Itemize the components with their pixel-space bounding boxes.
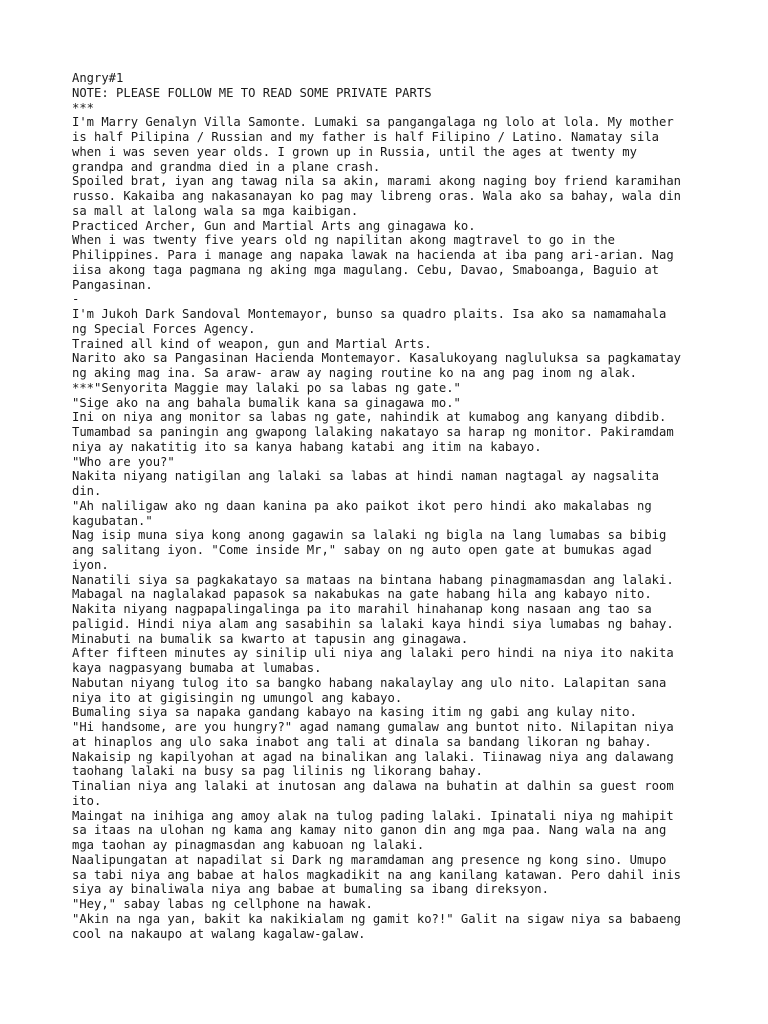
text-line: cool na nakaupo at walang kagalaw-galaw.	[72, 926, 366, 941]
text-line: After fifteen minutes ay sinilip uli niya ang lalaki pero hindi na niya ito nakita	[72, 646, 674, 661]
text-line: Tinalian niya ang lalaki at inutosan ang dalawa na buhatin at dalhin sa guest room	[72, 779, 674, 793]
text-line: niya ay nakatitig ito sa kanya habang katabi ang itim na kabayo.	[72, 439, 542, 454]
text-line: kaya nagpasyang bumaba at lumabas.	[72, 661, 322, 675]
text-line: niya ito at gigisingin ng umungol ang kabayo.	[72, 690, 403, 705]
text-line: Trained all kind of weapon, gun and Martial Arts.	[72, 336, 432, 351]
text-line: When i was twenty five years old ng napilitan akong magtravel to go in the	[72, 233, 615, 248]
text-line: NOTE: PLEASE FOLLOW ME TO READ SOME PRIVATE PARTS	[72, 85, 432, 100]
text-line: Spoiled brat, iyan ang tawag nila sa akin, marami akong naging boy friend karamihan	[72, 174, 682, 189]
text-line: "Hey," sabay labas ng cellphone na hawak.	[72, 897, 373, 911]
text-line: ito.	[72, 793, 102, 808]
text-line: Narito ako sa Pangasinan Hacienda Montemayor. Kasalukoyang nagluluksa sa pagkamatay	[72, 351, 682, 366]
text-line: grandpa and grandma died in a plane crash.	[72, 159, 381, 174]
text-line: sa itaas na ulohan ng kama ang kamay nito ganon din ang mga paa. Nang wala na ang	[72, 823, 667, 838]
text-line: ***	[72, 100, 95, 115]
text-line: siya ay binaliwala niya ang babae at bumaling sa ibang direksyon.	[72, 882, 549, 897]
text-line: Angry#1	[72, 71, 124, 85]
text-line: Tumambad sa paningin ang gwapong lalaking nakatayo sa harap ng monitor. Pakiramdam	[72, 425, 674, 439]
text-line: Minabuti na bumalik sa kwarto at tapusin ang ginagawa.	[72, 631, 469, 646]
text-line: Ini on niya ang monitor sa labas ng gate, nahindik at kumabog ang kanyang dibdib.	[72, 410, 667, 425]
text-line: Philippines. Para i manage ang napaka lawak na hacienda at iba pang ari-arian. Nag	[72, 248, 674, 262]
text-line: Nakita niyang natigilan ang lalaki sa labas at hindi naman nagtagal ay nagsalita	[72, 469, 659, 484]
text-line: mga taohan ay pinagmasdan ang kabuoan ng lalaki.	[72, 838, 425, 852]
text-line: at hinaplos ang ulo saka inabot ang tali at dinala sa bandang likoran ng bahay.	[72, 734, 652, 749]
text-line: is half Pilipina / Russian and my father is half Filipino / Latino. Namatay sila	[72, 130, 659, 144]
text-line: I'm Jukoh Dark Sandoval Montemayor, bunso sa quadro plaits. Isa ako sa namamahala	[72, 307, 667, 321]
text-line: kagubatan."	[72, 513, 153, 528]
text-line: din.	[72, 484, 102, 498]
text-line: Bumaling siya sa napaka gandang kabayo na kasing itim ng gabi ang kulay nito.	[72, 705, 637, 720]
text-line: Maingat na inihiga ang amoy alak na tulog pading lalaki. Ipinatali niya ng mahipit	[72, 808, 674, 823]
text-line: taohang lalaki na busy sa pag lilinis ng likorang bahay.	[72, 764, 483, 779]
text-line: ang salitang iyon. "Come inside Mr," sabay on ng auto open gate at bumukas agad	[72, 543, 652, 557]
text-line: ng Special Forces Agency.	[72, 321, 256, 336]
text-line: Naalipungatan at napadilat si Dark ng maramdaman ang presence ng kong sino. Umupo	[72, 852, 667, 867]
text-line: russo. Kakaiba ang nakasanayan ko pag may libreng oras. Wala ako sa bahay, wala din	[72, 189, 682, 203]
text-line: Mabagal na naglalakad papasok sa nakabukas na gate habang hila ang kabayo nito.	[72, 587, 652, 602]
text-line: "Who are you?"	[72, 454, 175, 469]
text-line: when i was seven year olds. I grown up in Russia, until the ages at twenty my	[72, 144, 637, 159]
text-line: Pangasinan.	[72, 277, 153, 292]
text-line: "Sige ako na ang bahala bumalik kana sa ginagawa mo."	[72, 395, 461, 410]
text-line: sa mall at lalong wala sa mga kaibigan.	[72, 203, 359, 218]
text-line: iisa akong taga pagmana ng aking mga magulang. Cebu, Davao, Smaboanga, Baguio at	[72, 262, 659, 277]
text-line: sa tabi niya ang babae at halos magkadikit na ang kanilang katawan. Pero dahil inis	[72, 867, 682, 882]
text-line: "Akin na nga yan, bakit ka nakikialam ng gamit ko?!" Galit na sigaw niya sa babaeng	[72, 911, 682, 926]
text-line: -	[72, 292, 80, 307]
text-line: ng aking mag ina. Sa araw- araw ay naging routine ko na ang pag inom ng alak.	[72, 366, 637, 380]
text-line: iyon.	[72, 557, 109, 572]
text-line: ***"Senyorita Maggie may lalaki po sa labas ng gate."	[72, 380, 461, 395]
text-line: Nag isip muna siya kong anong gagawin sa lalaki ng bigla na lang lumabas sa bibig	[72, 528, 667, 543]
text-line: Practiced Archer, Gun and Martial Arts ang ginagawa ko.	[72, 218, 476, 233]
text-line: Nakita niyang nagpapalingalinga pa ito marahil hinahanap kong nasaan ang tao sa	[72, 602, 652, 616]
text-line: Nakaisip ng kapilyohan at agad na binalikan ang lalaki. Tiinawag niya ang dalawang	[72, 749, 674, 764]
document-page	[72, 71, 712, 941]
text-line: Nanatili siya sa pagkakatayo sa mataas na bintana habang pinagmamasdan ang lalaki.	[72, 572, 674, 587]
text-line: I'm Marry Genalyn Villa Samonte. Lumaki sa pangangalaga ng lolo at lola. My mother	[72, 115, 674, 130]
text-line: "Hi handsome, are you hungry?" agad namang gumalaw ang buntot nito. Nilapitan niya	[72, 720, 674, 734]
text-line: Nabutan niyang tulog ito sa bangko habang nakalaylay ang ulo nito. Lalapitan sana	[72, 675, 667, 690]
text-line: "Ah naliligaw ako ng daan kanina pa ako paikot ikot pero hindi ako makalabas ng	[72, 498, 652, 513]
text-line: paligid. Hindi niya alam ang sasabihin sa lalaki kaya hindi siya lumabas ng bahay.	[72, 616, 674, 631]
